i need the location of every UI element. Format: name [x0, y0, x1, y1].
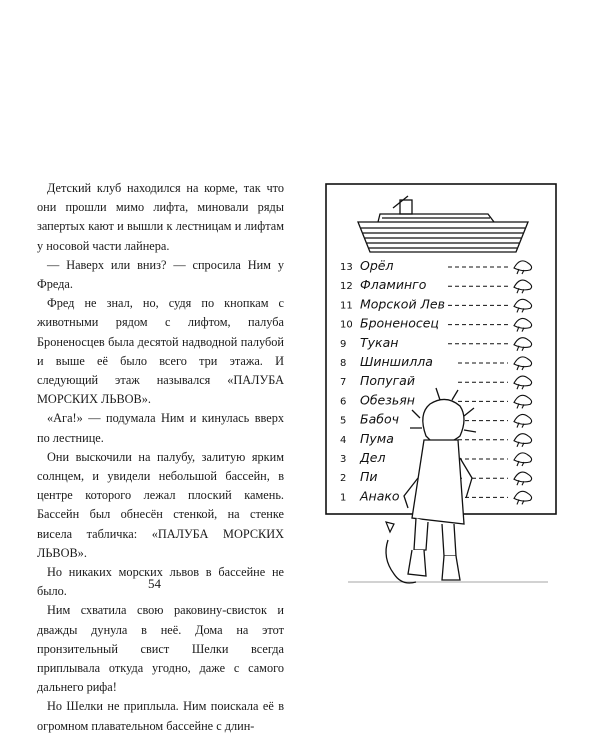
deck-number: 3	[340, 454, 347, 465]
deck-number: 2	[340, 473, 347, 485]
sea-lion-icon	[514, 299, 532, 312]
deck-number: 7	[340, 377, 347, 389]
deck-name: Броненосец	[360, 315, 439, 331]
flamingo-icon	[514, 280, 532, 293]
paragraph: — Наверх или вниз? — спросила Ним у Фреда.	[37, 257, 284, 292]
deck-number: 1	[340, 492, 347, 504]
anaconda-icon	[514, 491, 532, 504]
deck-row	[340, 258, 532, 274]
deck-row	[340, 373, 532, 389]
deck-name: Анако	[360, 488, 400, 504]
deck-row	[340, 354, 532, 370]
toucan-icon	[514, 338, 532, 351]
deck-number: 10	[340, 319, 353, 331]
armadillo-icon	[514, 318, 532, 331]
deck-name: Тукан	[360, 334, 399, 350]
deck-number: 4	[340, 434, 347, 446]
deck-number: 8	[340, 358, 347, 369]
eagle-icon	[514, 261, 532, 274]
deck-name: Фламинго	[360, 277, 427, 293]
body-text	[37, 179, 284, 736]
deck-number: 9	[340, 338, 347, 350]
monkey-icon	[514, 395, 532, 408]
paragraph: Они выскочили на палубу, залитую ярким солнцем, и увидели небольшой бассейн, в центре которого лежал плоский камень. Бассейн был обнесён стенкой, на стенке висела табличка: «ПАЛУБА МОРСКИХ ЛЬВОВ».	[37, 449, 284, 560]
girl-figure	[404, 388, 476, 580]
deck-row	[340, 335, 532, 351]
deck-directory-illustration	[308, 178, 568, 598]
deck-number: 11	[340, 300, 353, 312]
deck-number: 13	[340, 262, 353, 273]
dolphin-icon	[514, 453, 532, 466]
deck-name: Пи	[360, 469, 378, 485]
deck-row	[340, 296, 532, 312]
butterfly-icon	[514, 414, 532, 427]
deck-number: 6	[340, 396, 347, 408]
paragraph: Фред не знал, но, судя по кнопкам с животными рядом с лифтом, палуба Броненосцев была десятой надводной палубой и выше её было всего три этажа. И следующий этаж назывался «ПАЛУБА МОРСКИХ ЛЬВОВ».	[37, 296, 284, 407]
paragraph: Ним схватила свою раковину-свисток и дважды дунула в неё. Дома на этот пронзительный свист Шелки всегда приплывала откуда угодно, даже с самого дальнего рифа!	[37, 603, 284, 695]
parrot-icon	[514, 376, 532, 389]
deck-row	[340, 277, 532, 293]
deck-number: 12	[340, 281, 353, 293]
chinchilla-icon	[514, 357, 532, 370]
paragraph: Но никаких морских львов в бассейне не было.	[37, 565, 284, 599]
penguin-icon	[514, 472, 532, 485]
deck-name: Пума	[360, 430, 394, 446]
deck-name: Попугай	[360, 373, 415, 389]
paragraph: Но Шелки не приплыла. Ним поискала её в огромном плавательном бассейне с длин-	[37, 699, 284, 733]
puma-icon	[514, 434, 532, 447]
deck-row	[340, 316, 532, 332]
deck-name: Обезьян	[360, 392, 415, 408]
paragraph: «Ага!» — подумала Ним и кинулась вверх по лестнице.	[37, 411, 284, 445]
deck-name: Бабоч	[360, 411, 399, 427]
deck-number: 5	[340, 415, 347, 427]
ship-icon	[358, 196, 528, 252]
paragraph: Детский клуб находился на корме, так что они прошли мимо лифта, миновали ряды запертых кают и вышли к лестницам и лифтам у носовой части лайнера.	[37, 181, 284, 253]
deck-name: Орёл	[360, 258, 394, 273]
page-number: 54	[148, 576, 161, 591]
deck-name: Морской Лев	[360, 296, 445, 312]
deck-name: Дел	[360, 450, 386, 465]
deck-name: Шиншилла	[360, 354, 433, 369]
